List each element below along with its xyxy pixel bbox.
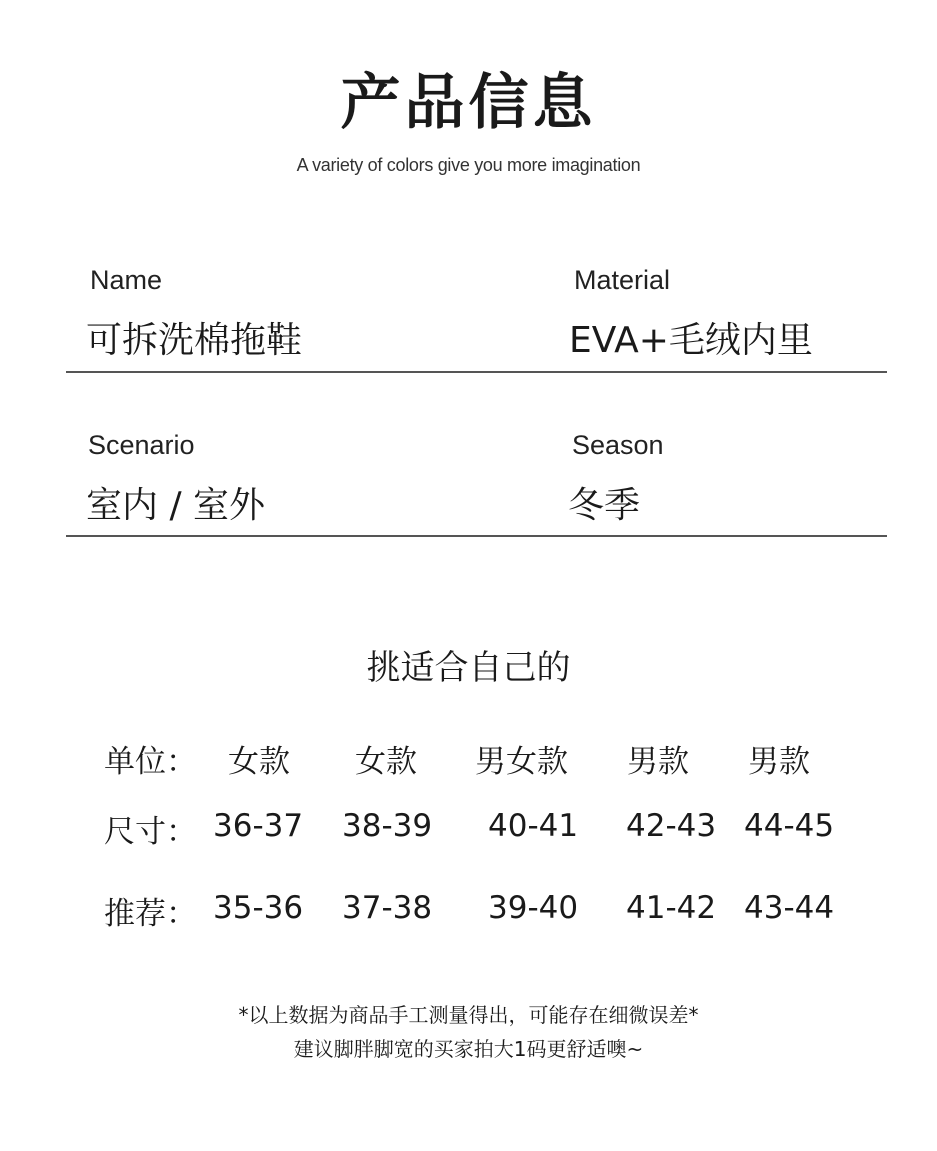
page-subtitle: A variety of colors give you more imagination <box>296 155 641 175</box>
divider <box>66 535 887 537</box>
size-cell: 44-45 <box>744 808 835 844</box>
sizing-tip: 建议脚胖脚宽的买家拍大1码更舒适噢~ <box>293 1037 644 1061</box>
name-label: Name <box>90 265 163 295</box>
unit-cell: 男女款 <box>475 744 568 780</box>
recommend-cell: 37-38 <box>342 890 433 926</box>
scenario-label: Scenario <box>88 430 195 460</box>
recommend-cell: 41-42 <box>626 890 717 926</box>
scenario-value: 室内 / 室外 <box>86 485 266 526</box>
divider <box>66 371 887 373</box>
size-cell: 36-37 <box>213 808 304 844</box>
material-label: Material <box>574 265 671 295</box>
measurement-note: *以上数据为商品手工测量得出，可能存在细微误差* <box>238 1003 699 1027</box>
size-cell: 40-41 <box>488 808 579 844</box>
size-cell: 38-39 <box>342 808 433 844</box>
season-label: Season <box>572 430 664 460</box>
unit-cell: 女款 <box>355 744 417 780</box>
size-row-label: 尺寸： <box>104 814 197 850</box>
page-title: 产品信息 <box>340 68 597 138</box>
unit-cell: 男款 <box>627 744 689 780</box>
recommend-row-label: 推荐： <box>104 896 197 932</box>
recommend-cell: 39-40 <box>488 890 579 926</box>
recommend-cell: 43-44 <box>744 890 835 926</box>
unit-cell: 女款 <box>228 744 290 780</box>
unit-row-label: 单位： <box>104 744 197 780</box>
season-value: 冬季 <box>568 485 641 526</box>
material-value: EVA+毛绒内里 <box>569 320 813 361</box>
size-cell: 42-43 <box>626 808 717 844</box>
unit-cell: 男款 <box>748 744 810 780</box>
size-section-title: 挑适合自己的 <box>366 648 571 688</box>
name-value: 可拆洗棉拖鞋 <box>86 320 303 361</box>
recommend-cell: 35-36 <box>213 890 304 926</box>
